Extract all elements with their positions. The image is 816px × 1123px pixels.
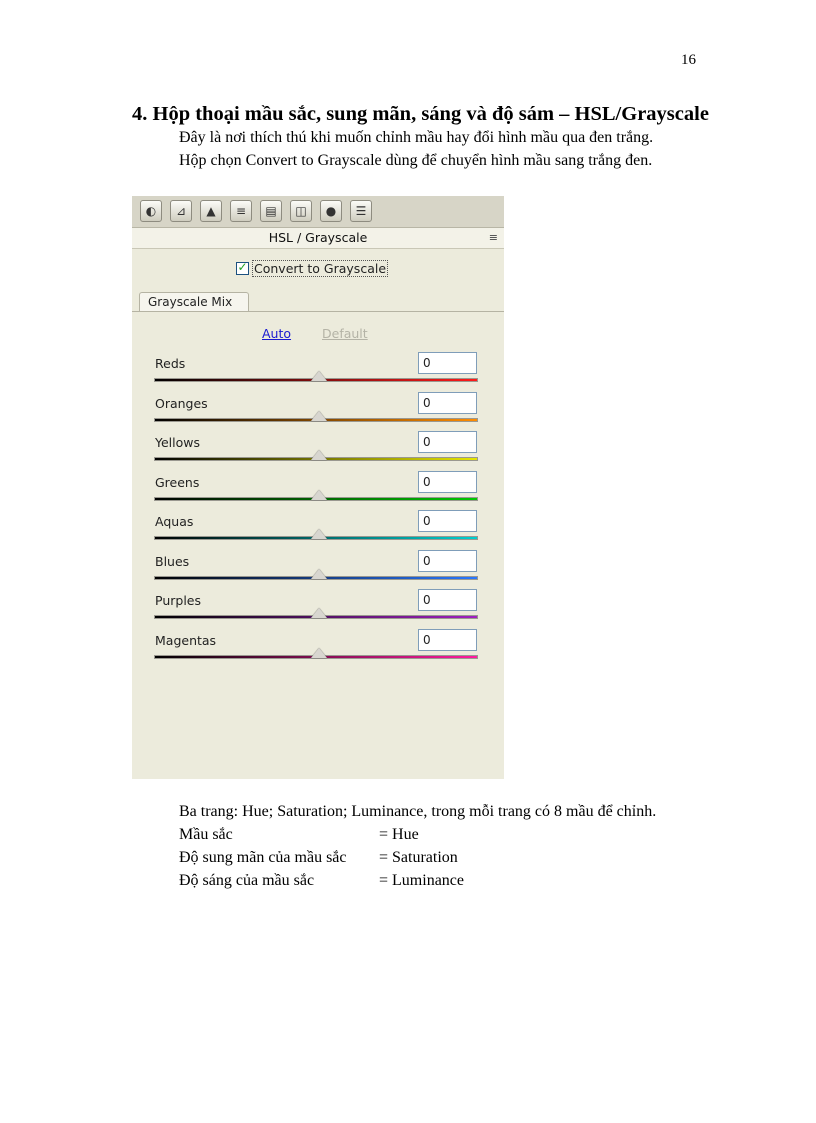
slider-label-magentas: Magentas [155,632,217,648]
camera-icon[interactable]: ● [320,200,342,222]
page-number: 16 [681,52,696,68]
slider-thumb-yellows[interactable] [311,450,327,460]
slider-label-reds: Reds [155,356,186,371]
footer-row-luminance [179,872,699,890]
term-label: Độ sáng của mầu sắc [179,872,315,889]
slider-label-yellows: Yellows [155,435,200,450]
hsl-icon[interactable]: ≡ [230,200,252,222]
panel-toolbar [132,196,504,228]
slider-thumb-reds[interactable] [311,371,327,381]
checkmark-icon: ✓ [237,260,248,274]
hsl-grayscale-panel [132,196,504,779]
slider-thumb-blues[interactable] [311,569,327,579]
tab-label: Grayscale Mix [148,295,233,309]
value-input-reds[interactable] [418,352,477,374]
convert-label[interactable]: Convert to Grayscale [254,261,387,276]
value-text: 0 [423,632,431,647]
checkbox-box[interactable] [236,262,249,275]
slider-label-oranges: Oranges [155,395,208,411]
value-text: 0 [423,395,431,410]
term-label: Độ sung mãn của mầu sắc [179,849,347,866]
panel-titlebar [132,228,504,249]
value-input-oranges[interactable] [418,392,477,414]
panel-title: HSL / Grayscale [268,230,368,245]
term-value: = Saturation [379,849,458,866]
levels-icon[interactable]: ▲ [200,200,222,222]
value-text: 0 [423,356,431,370]
section-heading: 4. Hộp thoại mầu sắc, sung mãn, sáng và độ sám – HSL/Grayscale [132,103,709,125]
auto-link[interactable]: Auto [262,326,292,341]
term-value: = Hue [379,826,419,843]
split-toning-icon[interactable]: ▤ [260,200,282,222]
term-label: Mầu sắc [179,826,233,843]
value-input-magentas[interactable] [418,629,477,651]
value-input-purples[interactable] [418,589,477,611]
footer-line: Ba trang: Hue; Saturation; Luminance, trong mỗi trang có 8 mầu để chỉnh. [179,803,657,820]
slider-label-aquas: Aquas [155,514,194,529]
value-text: 0 [423,514,431,528]
slider-label-purples: Purples [155,593,201,608]
footer-row-saturation [179,849,699,867]
curves-icon[interactable]: ⊿ [170,200,192,222]
slider-thumb-oranges[interactable] [311,411,327,421]
value-text: 0 [423,474,431,489]
lens-icon[interactable]: ◫ [290,200,312,222]
value-input-blues[interactable] [418,550,477,572]
value-input-aquas[interactable] [418,510,477,532]
value-text: 0 [423,593,431,607]
slider-thumb-magentas[interactable] [311,648,327,658]
brightness-icon[interactable]: ◐ [140,200,162,222]
slider-label-greens: Greens [155,474,200,490]
tab-divider [132,311,504,312]
footer-row-hue [179,826,699,844]
value-text: 0 [423,435,431,449]
value-text: 0 [423,553,431,568]
intro-line-2: Hộp chọn Convert to Grayscale dùng để chuyển hình mầu sang trắng đen. [179,152,653,169]
value-input-yellows[interactable] [418,431,477,453]
panel-menu-icon[interactable]: ≡ [488,231,498,244]
default-link: Default [322,326,368,341]
slider-thumb-aquas[interactable] [311,529,327,539]
term-value: = Luminance [379,872,464,889]
presets-icon[interactable]: ☰ [350,200,372,222]
value-input-greens[interactable] [418,471,477,493]
slider-thumb-greens[interactable] [311,490,327,500]
slider-label-blues: Blues [155,553,190,569]
slider-thumb-purples[interactable] [311,608,327,618]
tab-grayscale-mix[interactable] [139,292,249,312]
intro-line-1: Đây là nơi thích thú khi muốn chỉnh mầu hay đổi hình mầu qua đen trắng. [179,129,654,146]
